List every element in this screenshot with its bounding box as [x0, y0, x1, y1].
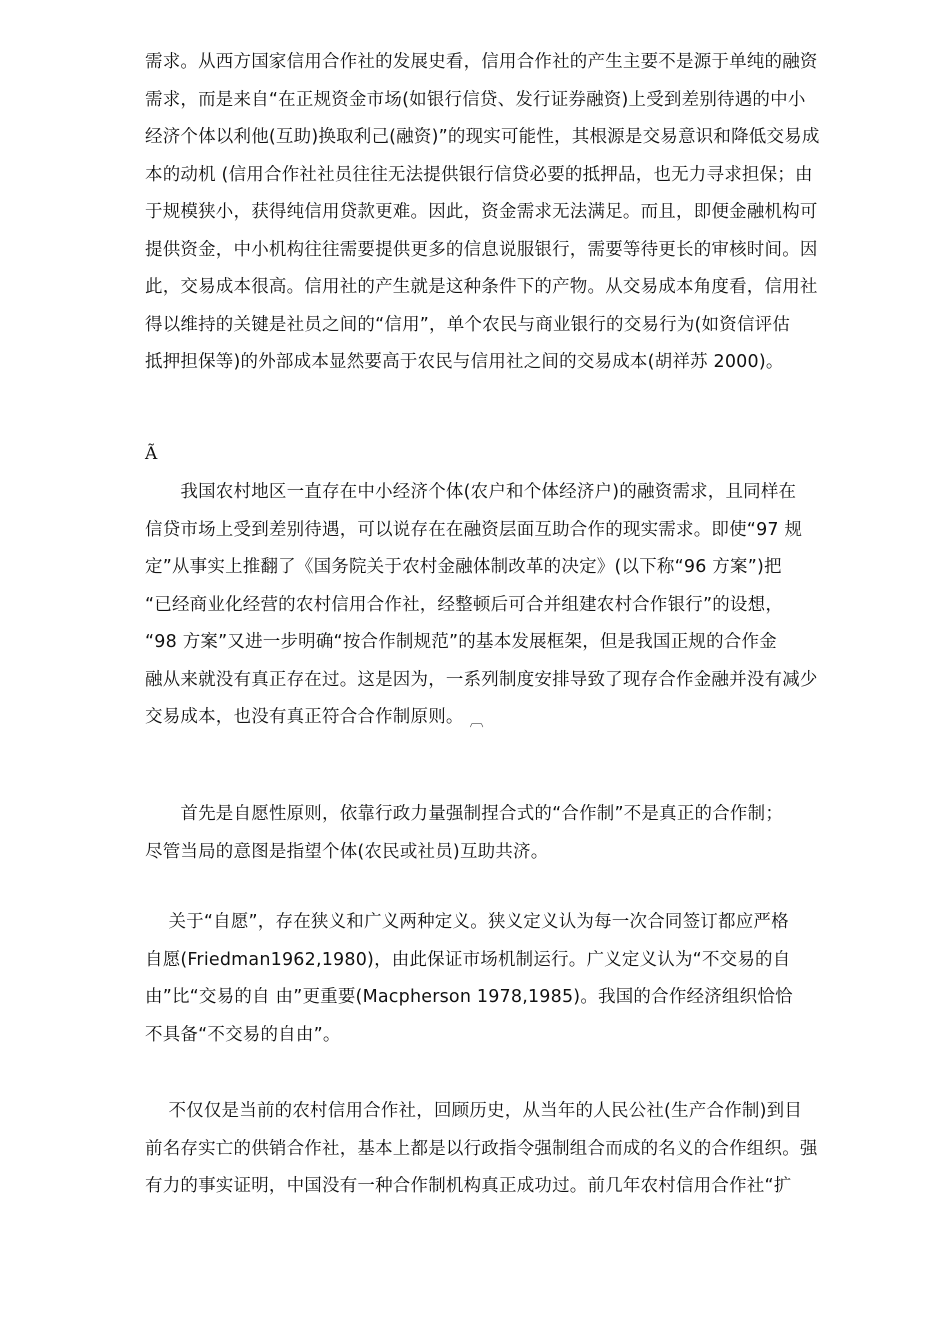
glyph-text: Ã	[145, 444, 158, 464]
text-line: 我国农村地区一直存在中小经济个体(农户和个体经济户)的融资需求，且同样在	[145, 482, 797, 502]
text-line	[145, 699, 875, 742]
text-line: 不具备“不交易的自由”。	[145, 1024, 341, 1045]
text-line: 得以维持的关键是社员之间的“信用”，单个农民与商业银行的交易行为(如资信评估	[145, 314, 791, 335]
paragraph-5	[145, 1093, 875, 1206]
text-line: 关于“自愿”，存在狭义和广义两种定义。狭义定义认为每一次合同签订都应严格	[145, 912, 789, 932]
paragraph-3	[145, 796, 875, 871]
text-line: 融从来就没有真正存在过。这是因为，一系列制度安排导致了现存合作金融并没有减少	[145, 669, 818, 690]
paragraph-1	[145, 44, 875, 382]
text-line: 于规模狭小，获得纯信用贷款更难。因此，资金需求无法满足。而且，即便金融机构可	[145, 202, 818, 222]
paragraph-2	[145, 474, 875, 742]
text-line: 由”比“交易的自 由”更重要(Macpherson 1978,1985)。我国的合作经济组织恰恰	[145, 987, 793, 1007]
text-line: 提供资金，中小机构往往需要提供更多的信息说服银行，需要等待更长的审核时间。因	[145, 239, 818, 260]
text-line: 定”从事实上推翻了《国务院关于农村金融体制改革的决定》(以下称“96 方案”)把	[145, 557, 782, 577]
text-line: 前名存实亡的供销合作社，基本上都是以行政指令强制组合而成的名义的合作组织。强	[145, 1138, 818, 1159]
text-line: 有力的事实证明，中国没有一种合作制机构真正成功过。前几年农村信用合作社“扩	[145, 1176, 792, 1196]
text-line: 需求。从西方国家信用合作社的发展史看，信用合作社的产生主要不是源于单纯的融资	[145, 52, 818, 72]
text-line-content: 交易成本，也没有真正符合合作制原则。	[145, 707, 464, 727]
text-line: 不仅仅是当前的农村信用合作社，回顾历史，从当年的人民公社(生产合作制)到目	[145, 1101, 803, 1121]
text-line: 尽管当局的意图是指望个体(农民或社员)互助共济。	[145, 841, 549, 862]
text-line: 首先是自愿性原则，依靠行政力量强制捏合式的“合作制”不是真正的合作制；	[145, 804, 784, 824]
stray-glyph	[145, 436, 875, 474]
text-line: 经济个体以利他(互助)换取利己(融资)”的现实可能性，其根源是交易意识和降低交易成	[145, 127, 820, 147]
text-line: 自愿(Friedman1962,1980)，由此保证市场机制运行。广义定义认为“不交易的自	[145, 949, 791, 970]
paragraph-4	[145, 904, 875, 1054]
text-line: “98 方案”又进一步明确“按合作制规范”的基本发展框架，但是我国正规的合作金	[145, 632, 777, 652]
text-line: 信贷市场上受到差别待遇，可以说存在在融资层面互助合作的现实需求。即使“97 规	[145, 519, 803, 540]
text-line: “已经商业化经营的农村信用合作社，经整顿后可合并组建农村合作银行”的设想，	[145, 594, 784, 615]
text-line: 本的动机 (信用合作社社员往往无法提供银行信贷必要的抵押品，也无力寻求担保；由	[145, 164, 813, 185]
text-line: 此，交易成本很高。信用社的产生就是这种条件下的产物。从交易成本角度看，信用社	[145, 277, 818, 297]
footnote-mark-icon: ︹	[469, 714, 484, 730]
text-line: 抵押担保等)的外部成本显然要高于农民与信用社之间的交易成本(胡祥苏 2000)。	[145, 352, 784, 372]
text-line: 需求，而是来自“在正规资金市场(如银行信贷、发行证券融资)上受到差别待遇的中小	[145, 89, 806, 110]
